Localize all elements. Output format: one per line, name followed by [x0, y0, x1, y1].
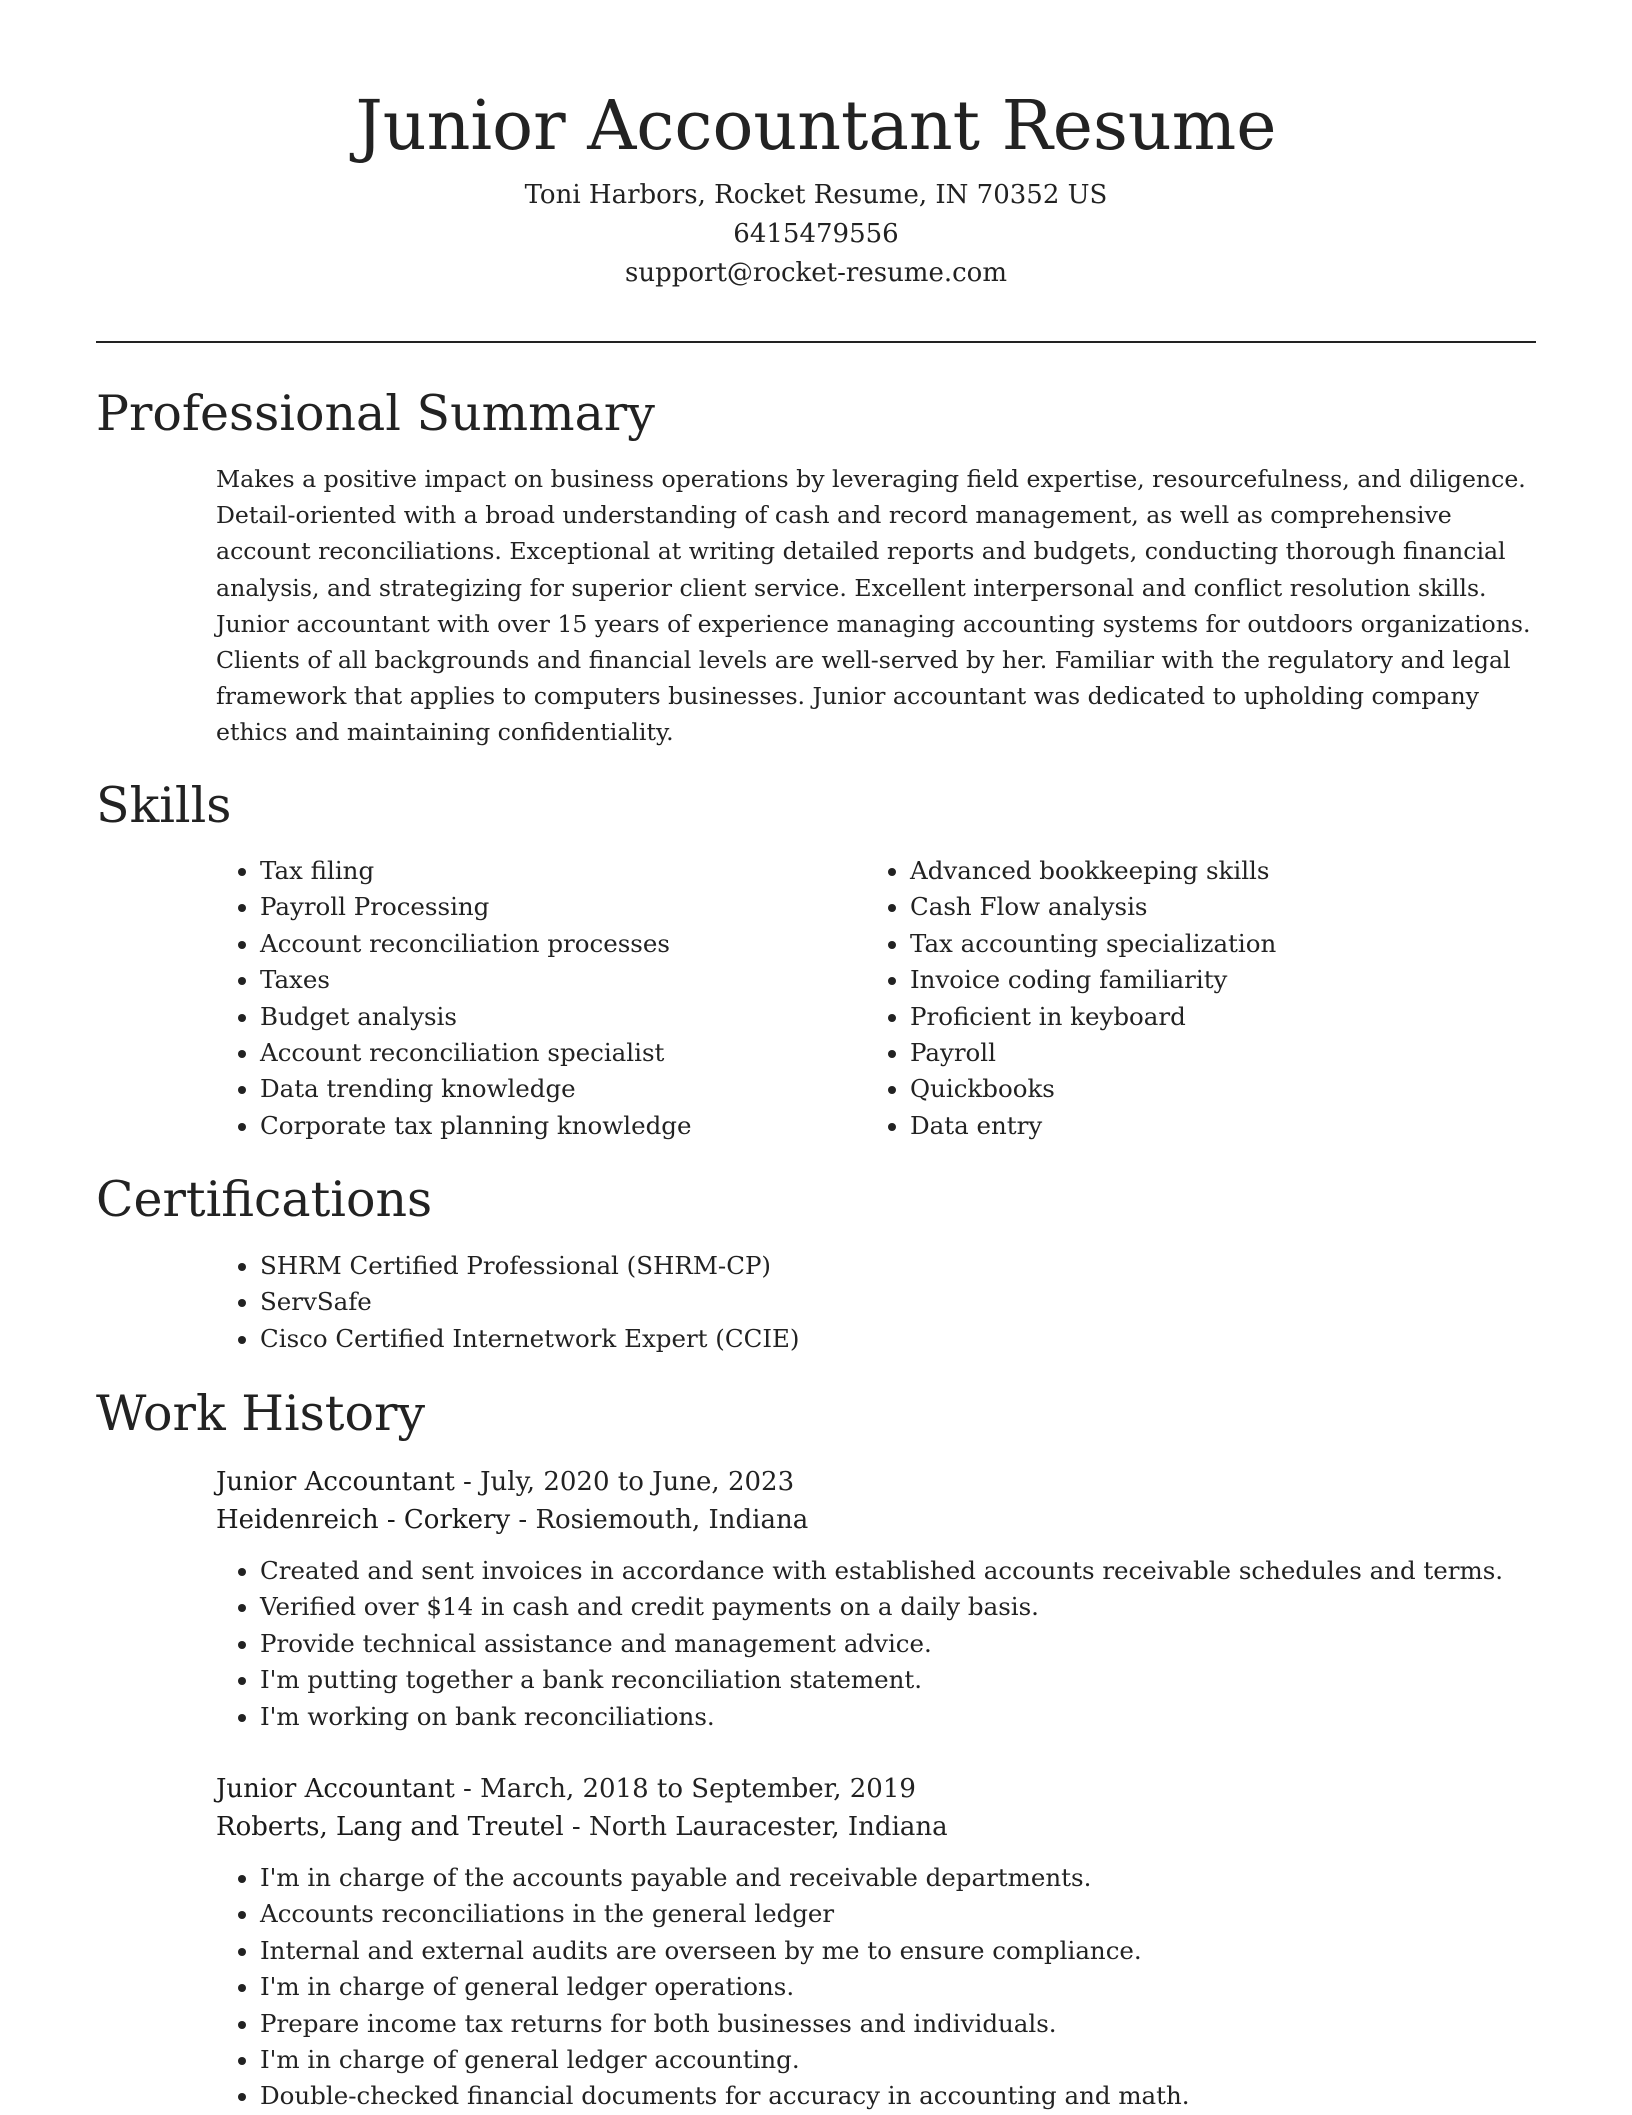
job-dates: - July, 2020 to June, 2023	[454, 1467, 795, 1497]
job-company: Heidenreich - Corkery	[216, 1505, 511, 1535]
skill-item: • Tax filing	[260, 853, 691, 889]
job-title: Junior Accountant	[216, 1467, 455, 1497]
certification-item: • Cisco Certified Internetwork Expert (CCIE)	[260, 1321, 799, 1357]
job-duty: • I'm in charge of general ledger accounting.	[260, 2042, 1536, 2078]
certification-item: • ServSafe	[260, 1284, 799, 1320]
job-location: - North Lauracester, Indiana	[563, 1812, 948, 1842]
certifications-heading: Certifications	[96, 1171, 433, 1228]
summary-text: Makes a positive impact on business operations by leveraging field expertise, resourcefulness, and diligence. Detail-oriented with a broad understanding of cash and record management, as well as comprehensive account reconciliations. Exceptional at writing detailed reports and budgets, conducting thorough financial analysis, and strategizing for superior client service. Excellent interpersonal and conflict resolution skills. Junior accountant with over 15 years of experience managing accounting systems for outdoors organizations. Clients of all backgrounds and financial levels are well-served by her. Familiar with the regulatory and legal framework that applies to computers businesses. Junior accountant was dedicated to upholding company ethics and maintaining confidentiality.	[216, 465, 1531, 747]
skill-item: • Advanced bookkeeping skills	[910, 853, 1276, 889]
job-dates: - March, 2018 to September, 2019	[454, 1774, 916, 1804]
phone: 6415479556	[733, 219, 899, 249]
skill-item: • Taxes	[260, 962, 691, 998]
skill-item: • Payroll Processing	[260, 889, 691, 925]
job-duty: • Verified over $14 in cash and credit payments on a daily basis.	[260, 1589, 1536, 1625]
job-company: Roberts, Lang and Treutel	[216, 1812, 564, 1842]
job-title: Junior Accountant	[216, 1774, 455, 1804]
certifications-list	[216, 1248, 799, 1357]
job-duty: • I'm working on bank reconciliations.	[260, 1699, 1536, 1735]
job-company-line	[216, 1808, 1536, 1846]
job-title-line	[216, 1463, 1536, 1501]
certification-item: • SHRM Certified Professional (SHRM-CP)	[260, 1248, 799, 1284]
job-duty: • I'm putting together a bank reconciliation statement.	[260, 1662, 1536, 1698]
resume-header	[0, 82, 1632, 293]
job-duty: • Accounts reconciliations in the general ledger	[260, 1896, 1536, 1932]
skill-item: • Payroll	[910, 1035, 1276, 1071]
job-duties	[216, 1553, 1536, 1735]
skill-item: • Quickbooks	[910, 1071, 1276, 1107]
skill-item: • Tax accounting specialization	[910, 926, 1276, 962]
job-duty: • Provide technical assistance and management advice.	[260, 1626, 1536, 1662]
job-entry	[216, 1770, 1536, 2115]
job-title-line	[216, 1770, 1536, 1808]
skill-item: • Proficient in keyboard	[910, 999, 1276, 1035]
work-history-heading: Work History	[96, 1385, 426, 1442]
skill-item: • Account reconciliation processes	[260, 926, 691, 962]
skill-item: • Data trending knowledge	[260, 1071, 691, 1107]
job-company-line	[216, 1501, 1536, 1539]
job-location: - Rosiemouth, Indiana	[510, 1505, 809, 1535]
address: Toni Harbors, Rocket Resume, IN 70352 US	[524, 180, 1108, 210]
job-duty: • Created and sent invoices in accordance with established accounts receivable schedules and terms.	[260, 1553, 1536, 1589]
email: support@rocket-resume.com	[624, 258, 1007, 288]
skills-heading: Skills	[96, 777, 232, 834]
skill-item: • Invoice coding familiarity	[910, 962, 1276, 998]
job-duty: • Internal and external audits are overseen by me to ensure compliance.	[260, 1933, 1536, 1969]
skill-item: • Cash Flow analysis	[910, 889, 1276, 925]
page-title: Junior Accountant Resume	[355, 87, 1277, 166]
skill-item: • Account reconciliation specialist	[260, 1035, 691, 1071]
contact-info	[0, 176, 1632, 293]
skill-item: • Data entry	[910, 1108, 1276, 1144]
job-entry	[216, 1463, 1536, 1735]
job-duty: • Double-checked financial documents for accuracy in accounting and math.	[260, 2078, 1536, 2114]
job-duty: • I'm in charge of general ledger operations.	[260, 1969, 1536, 2005]
job-duty: • I'm in charge of the accounts payable and receivable departments.	[260, 1860, 1536, 1896]
job-duty: • Prepare income tax returns for both businesses and individuals.	[260, 2006, 1536, 2042]
skills-column-right	[866, 853, 1276, 1144]
skill-item: • Corporate tax planning knowledge	[260, 1108, 691, 1144]
summary-heading: Professional Summary	[96, 385, 655, 442]
job-duties	[216, 1860, 1536, 2115]
skills-column-left	[216, 853, 691, 1144]
skill-item: • Budget analysis	[260, 999, 691, 1035]
header-divider	[96, 341, 1536, 343]
